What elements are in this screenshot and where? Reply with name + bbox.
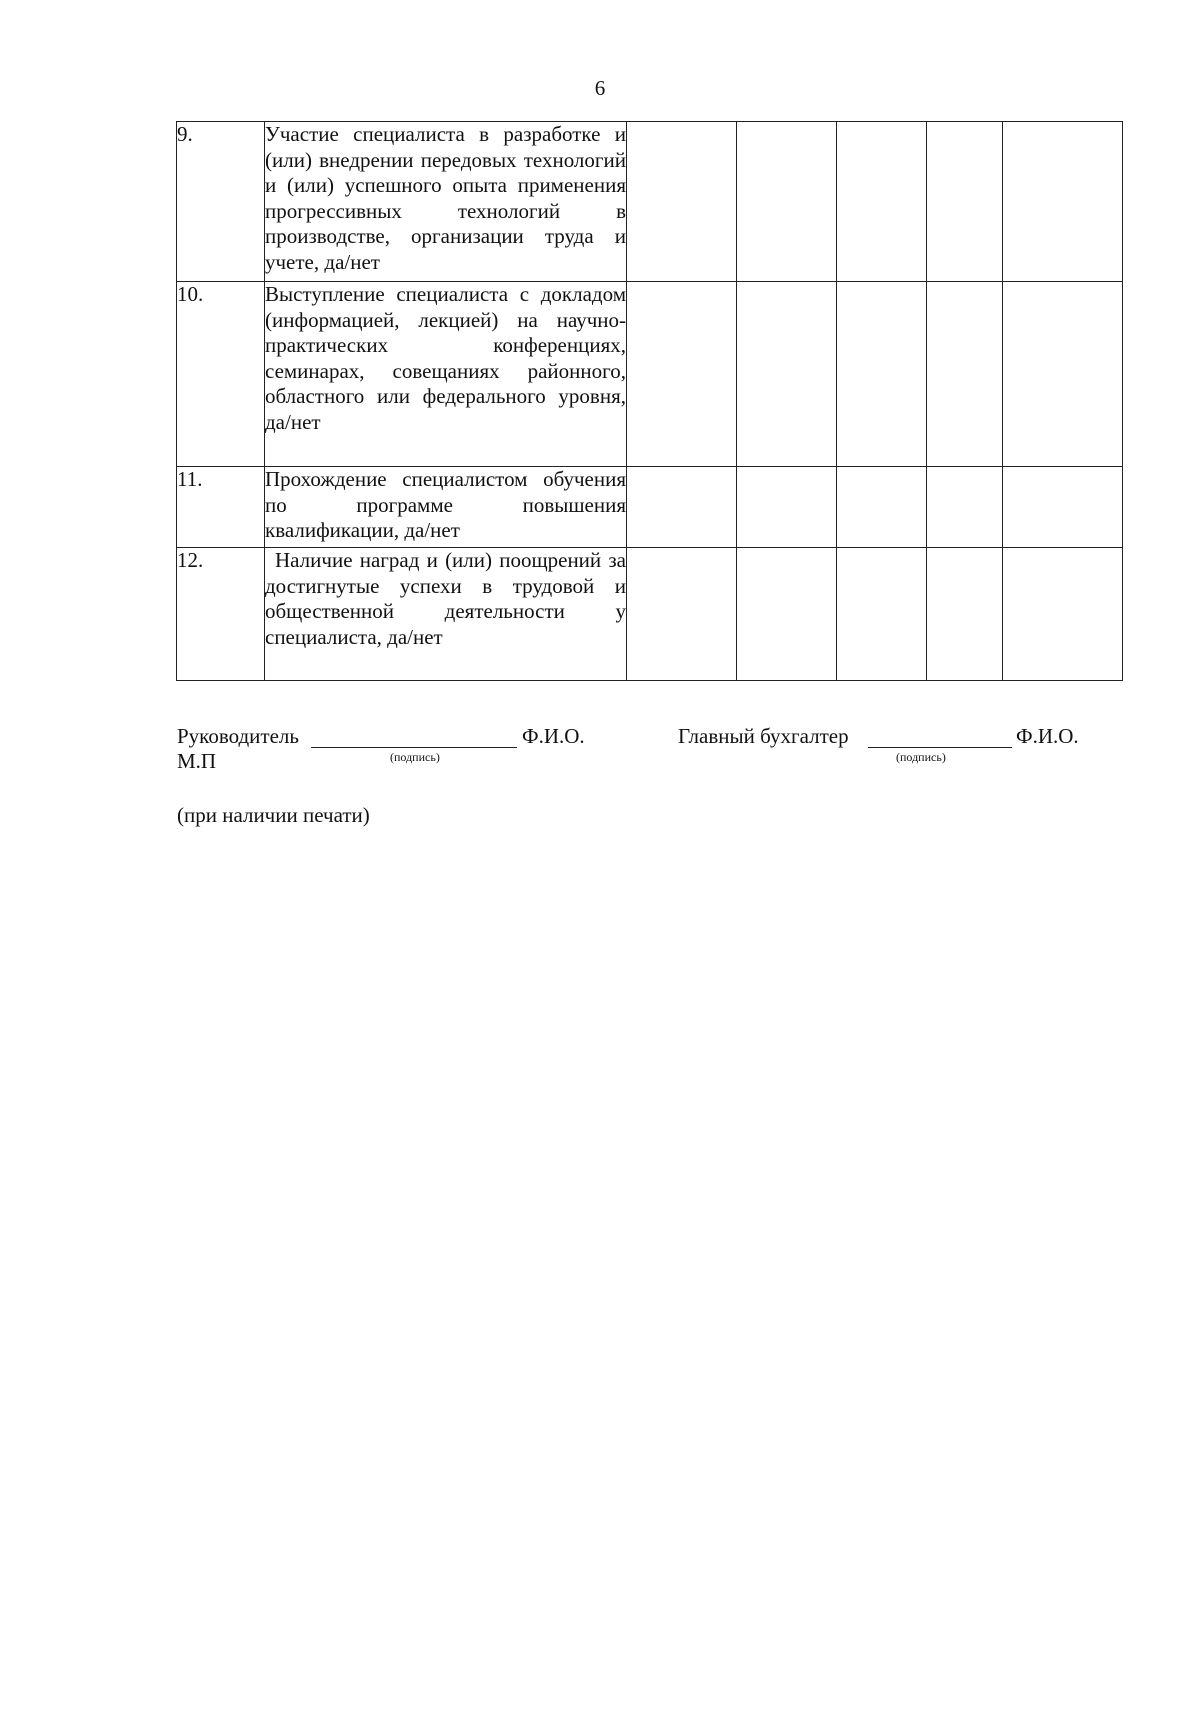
- criterion-text: Прохождение специалистом обучения по программе повышения квалификации, да/нет: [265, 467, 627, 548]
- criteria-table: [176, 121, 1123, 681]
- value-cell: [627, 467, 737, 548]
- value-cell: [927, 282, 1003, 467]
- head-label: Руководитель: [177, 724, 299, 748]
- stamp-note: (при наличии печати): [177, 803, 370, 827]
- accountant-signature-line: [868, 747, 1012, 748]
- row-number: 11.: [177, 467, 265, 548]
- value-cell: [737, 122, 837, 282]
- value-cell: [737, 467, 837, 548]
- value-cell: [627, 548, 737, 681]
- value-cell: [627, 282, 737, 467]
- criterion-text: Наличие наград и (или) поощрений за достигнутые успехи в трудовой и общественной деятельности у специалиста, да/нет: [265, 548, 627, 681]
- value-cell: [927, 467, 1003, 548]
- value-cell: [927, 122, 1003, 282]
- accountant-label: Главный бухгалтер: [678, 724, 849, 748]
- value-cell: [837, 122, 927, 282]
- value-cell: [837, 548, 927, 681]
- table-row: [177, 467, 1123, 548]
- accountant-signature-caption: (подпись): [896, 750, 946, 764]
- value-cell: [1003, 122, 1123, 282]
- value-cell: [927, 548, 1003, 681]
- value-cell: [737, 548, 837, 681]
- row-number: 10.: [177, 282, 265, 467]
- page-number: 6: [594, 76, 606, 100]
- value-cell: [1003, 548, 1123, 681]
- value-cell: [1003, 282, 1123, 467]
- criterion-text: Участие специалиста в разработке и (или) внедрении передовых технологий и (или) успешного опыта применения прогрессивных технологий в производстве, организации труда и учете, да/нет: [265, 122, 627, 282]
- accountant-fio: Ф.И.О.: [1016, 724, 1079, 748]
- stamp-abbr: М.П: [177, 749, 217, 773]
- table-row: [177, 282, 1123, 467]
- head-signature-line: [311, 747, 517, 748]
- value-cell: [837, 467, 927, 548]
- value-cell: [837, 282, 927, 467]
- head-signature-caption: (подпись): [390, 750, 440, 764]
- head-fio: Ф.И.О.: [522, 724, 585, 748]
- table-row: [177, 548, 1123, 681]
- row-number: 9.: [177, 122, 265, 282]
- row-number: 12.: [177, 548, 265, 681]
- value-cell: [627, 122, 737, 282]
- value-cell: [737, 282, 837, 467]
- value-cell: [1003, 467, 1123, 548]
- table-row: [177, 122, 1123, 282]
- criterion-text: Выступление специалиста с докладом (информацией, лекцией) на научно-практических конференциях, семинарах, совещаниях районного, областного или федерального уровня, да/нет: [265, 282, 627, 467]
